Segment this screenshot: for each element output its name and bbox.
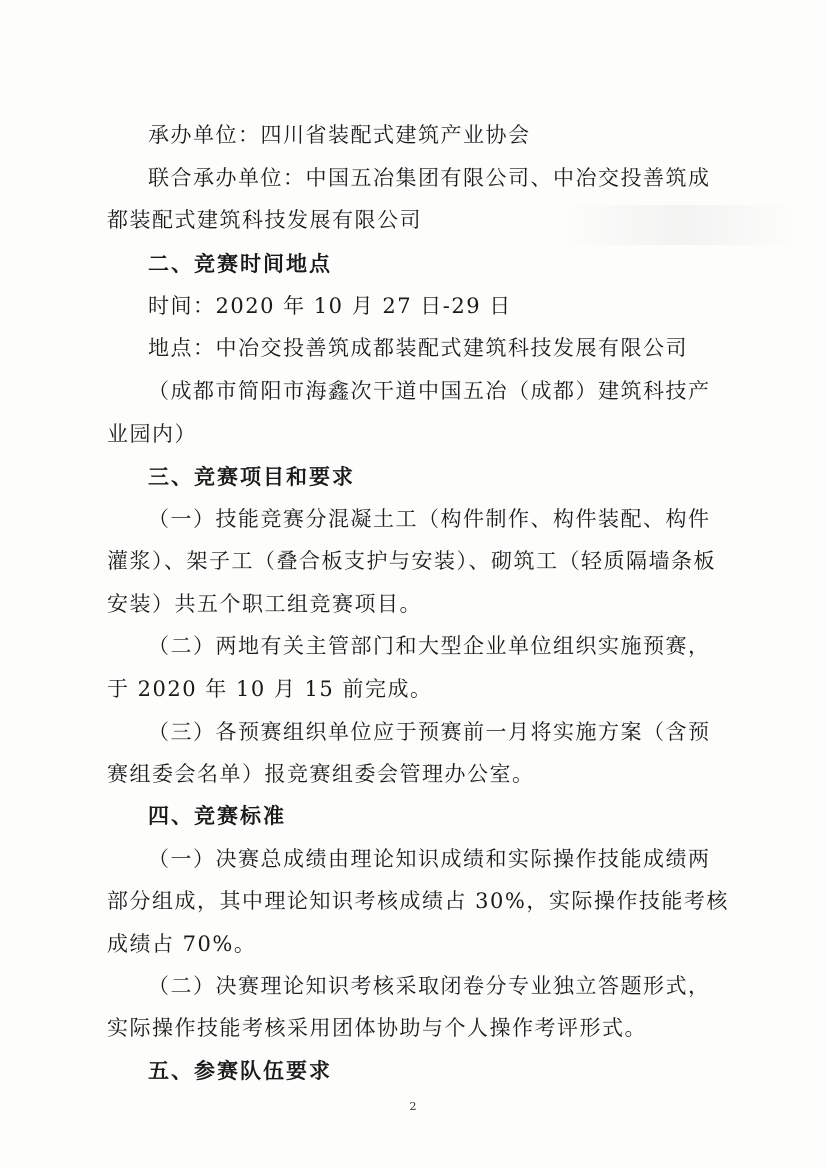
section-heading-standards: 四、竞赛标准 xyxy=(148,804,286,828)
section-heading-teams: 五、参赛队伍要求 xyxy=(148,1059,332,1083)
address-line: （成都市简阳市海鑫次干道中国五冶（成都）建筑科技产 xyxy=(148,379,711,403)
time-line: 时间：2020 年 10 月 27 日-29 日 xyxy=(148,294,512,318)
place-line: 地点：中冶交投善筑成都装配式建筑科技发展有限公司 xyxy=(148,336,688,360)
paragraph-line: （三）各预赛组织单位应于预赛前一月将实施方案（含预 xyxy=(148,720,711,744)
organizer-line: 承办单位：四川省装配式建筑产业协会 xyxy=(148,123,531,147)
paragraph-line: 灌浆）、架子工（叠合板支护与安装）、砌筑工（轻质隔墙条板 xyxy=(107,549,716,573)
paragraph-line: 部分组成，其中理论知识考核成绩占 30%，实际操作技能考核 xyxy=(107,889,729,913)
paragraph-line: 安装）共五个职工组竞赛项目。 xyxy=(107,592,422,616)
paragraph-line: 成绩占 70%。 xyxy=(107,932,257,956)
co-organizer-line: 联合承办单位：中国五冶集团有限公司、中冶交投善筑成 xyxy=(148,166,711,190)
co-organizer-line-cont: 都装配式建筑科技发展有限公司 xyxy=(107,208,422,232)
paragraph-line: （二）两地有关主管部门和大型企业单位组织实施预赛， xyxy=(148,634,711,658)
scan-bleed-through xyxy=(560,205,800,245)
paragraph-line: （一）决赛总成绩由理论知识成绩和实际操作技能成绩两 xyxy=(148,847,711,871)
paragraph-line: 于 2020 年 10 月 15 前完成。 xyxy=(107,677,433,701)
page-number: 2 xyxy=(409,1100,417,1113)
paragraph-line: （一）技能竞赛分混凝土工（构件制作、构件装配、构件 xyxy=(148,507,711,531)
address-line-cont: 业园内） xyxy=(107,422,197,446)
paragraph-line: 实际操作技能考核采用团体协助与个人操作考评形式。 xyxy=(107,1016,647,1040)
paragraph-line: （二）决赛理论知识考核采取闭卷分专业独立答题形式， xyxy=(148,974,711,998)
section-heading-time-place: 二、竞赛时间地点 xyxy=(148,252,332,276)
section-heading-items: 三、竞赛项目和要求 xyxy=(148,465,355,489)
paragraph-line: 赛组委会名单）报竞赛组委会管理办公室。 xyxy=(107,762,535,786)
